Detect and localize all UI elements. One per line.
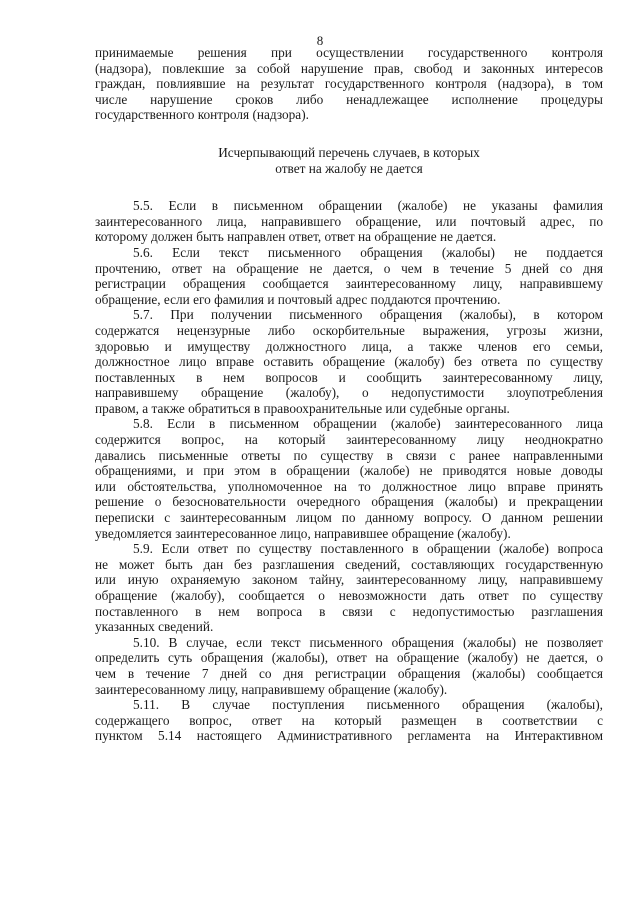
heading-line: Исчерпывающий перечень случаев, в которых bbox=[218, 144, 480, 160]
paragraph-line: должностное лицо вправе оставить обращение (жалобу) без ответа по существу bbox=[95, 354, 603, 370]
paragraph-line: которому должен быть направлен ответ, ответ на обращение не дается. bbox=[95, 229, 497, 245]
intro-line: числе нарушение сроков либо ненадлежащее исполнение процедуры bbox=[95, 91, 603, 107]
intro-line: государственного контроля (надзора). bbox=[95, 107, 309, 123]
paragraph-line: заинтересованного лица, направившего обращение, или почтовый адрес, по bbox=[95, 213, 603, 229]
paragraph-line: содержащего вопрос, ответ на который размещен в соответствии с bbox=[95, 712, 603, 728]
paragraph-line: указанных сведений. bbox=[95, 619, 214, 635]
intro-line: (надзора), повлекшие за собой нарушение прав, свобод и законных интересов bbox=[95, 60, 603, 76]
paragraph-list bbox=[95, 198, 603, 744]
section-heading bbox=[95, 145, 603, 176]
paragraph-line: 5.9. Если ответ по существу поставленного в обращении (жалобе) вопроса bbox=[133, 541, 603, 557]
paragraph-line: 5.11. В случае поступления письменного обращения (жалобы), bbox=[133, 697, 603, 713]
paragraph-line: 5.8. Если в письменном обращении (жалобе) заинтересованного лица bbox=[133, 416, 603, 432]
paragraph-line: содержится вопрос, на который заинтересованному лицу неоднократно bbox=[95, 432, 603, 448]
paragraph-line: 5.7. При получении письменного обращения (жалобы), в котором bbox=[133, 307, 603, 323]
paragraph-line: поставленного в нем вопроса в связи с недопустимостью разглашения bbox=[95, 603, 603, 619]
paragraph-line: или обстоятельства, уполномоченное на то должностное лицо вправе принять bbox=[95, 478, 603, 494]
paragraph-5-6 bbox=[95, 245, 603, 307]
paragraph-line: переписки с заинтересованным лицом по данному вопросу. О данном решении bbox=[95, 510, 603, 526]
paragraph-5-9 bbox=[95, 541, 603, 635]
heading-line: ответ на жалобу не дается bbox=[275, 160, 423, 176]
intro-paragraph bbox=[95, 45, 603, 123]
paragraph-line: 5.5. Если в письменном обращении (жалобе) не указаны фамилия bbox=[133, 198, 603, 214]
paragraph-line: пунктом 5.14 настоящего Административного регламента на Интерактивном bbox=[95, 728, 603, 744]
paragraph-line: прочтению, ответ на обращение не дается, о чем в течение 5 дней со дня bbox=[95, 260, 603, 276]
paragraph-line: обращениями, и при этом в обращении (жалобе) не приводятся новые доводы bbox=[95, 463, 603, 479]
paragraph-line: регистрации обращения сообщается заинтересованному лицу, направившему bbox=[95, 276, 603, 292]
paragraph-line: обращение, если его фамилия и почтовый адрес поддаются прочтению. bbox=[95, 291, 501, 307]
paragraph-line: решение о безосновательности очередного обращения (жалобы) и прекращении bbox=[95, 494, 603, 510]
paragraph-5-11 bbox=[95, 697, 603, 744]
paragraph-line: здоровью и имуществу должностного лица, а также членов его семьи, bbox=[95, 338, 603, 354]
paragraph-5-8 bbox=[95, 416, 603, 541]
paragraph-5-5 bbox=[95, 198, 603, 245]
intro-line: принимаемые решения при осуществлении государственного контроля bbox=[95, 45, 603, 60]
paragraph-line: уведомляется заинтересованное лицо, направившее обращение (жалобу). bbox=[95, 525, 511, 541]
paragraph-line: поставленных в нем вопросов и сообщить заинтересованному лицу, bbox=[95, 369, 603, 385]
page-number: 8 bbox=[316, 33, 324, 48]
paragraph-line: 5.10. В случае, если текст письменного обращения (жалобы) не позволяет bbox=[133, 634, 603, 650]
paragraph-line: или иную охраняемую законом тайну, заинтересованному лицу, направившему bbox=[95, 572, 603, 588]
paragraph-line: заинтересованному лицу, направившему обращение (жалобу). bbox=[95, 681, 448, 697]
paragraph-line: определить суть обращения (жалобы), ответ на обращение (жалобу) не дается, о bbox=[95, 650, 603, 666]
paragraph-line: давались письменные ответы по существу в связи с ранее направленными bbox=[95, 447, 603, 463]
paragraph-line: не может быть дан без разглашения сведений, составляющих государственную bbox=[95, 556, 603, 572]
document-body bbox=[95, 45, 603, 744]
paragraph-line: направившему обращение (жалобу), о недопустимости злоупотребления bbox=[95, 385, 603, 401]
paragraph-line: обращение (жалобу), сообщается о невозможности дать ответ по существу bbox=[95, 588, 603, 603]
paragraph-line: содержатся нецензурные либо оскорбительные выражения, угрозы жизни, bbox=[95, 322, 603, 338]
paragraph-line: 5.6. Если текст письменного обращения (жалобы) не поддается bbox=[133, 244, 603, 260]
intro-line: граждан, повлиявшие на результат государственного контроля (надзора), в том bbox=[95, 76, 603, 92]
paragraph-5-7 bbox=[95, 307, 603, 416]
paragraph-line: чем в течение 7 дней со дня регистрации обращения (жалобы) сообщается bbox=[95, 665, 603, 681]
paragraph-5-10 bbox=[95, 635, 603, 697]
paragraph-line: правом, а также обратиться в правоохранительные или судебные органы. bbox=[95, 400, 510, 416]
